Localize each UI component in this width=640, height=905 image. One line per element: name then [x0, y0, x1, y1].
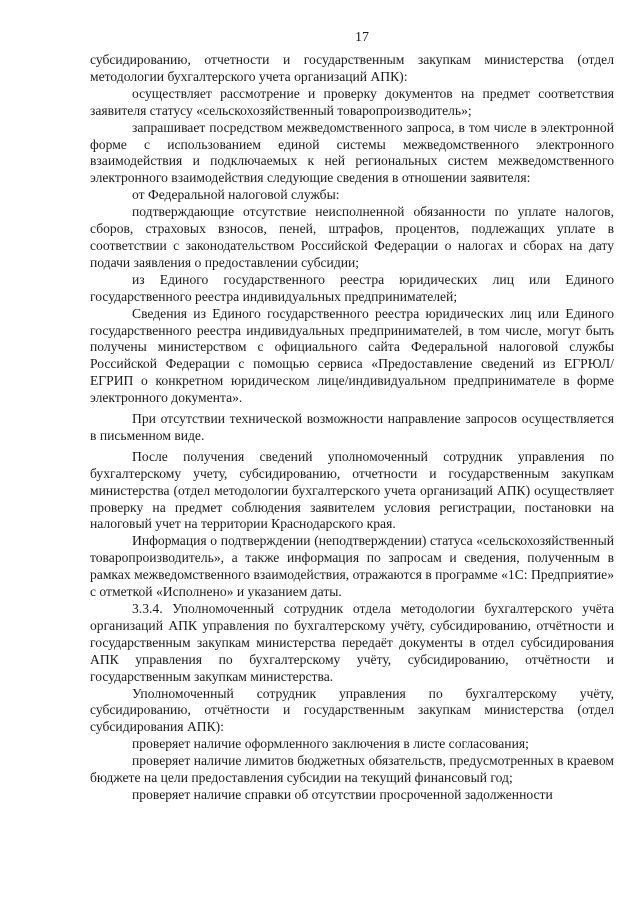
paragraph: проверяет наличие оформленного заключения в листе согласования;	[132, 736, 529, 752]
paragraph: Уполномоченный сотрудник управления по бухгалтерскому учёту, субсидированию, отчётности и государственным закупкам министерства (отдел субсидирования АПК):	[90, 685, 614, 735]
paragraph: 3.3.4. Уполномоченный сотрудник отдела методологии бухгалтерского учёта организаций АПК управления по бухгалтерскому учёту, субсидированию, отчётности и государственным закупкам министерства передаёт документы в отдел субсидирования АПК управления по бухгалтерскому учёту, субсидированию, отчётности и государственным закупкам министерства.	[90, 601, 614, 684]
paragraph: Сведения из Единого государственного реестра юридических лиц или Единого государственного реестра индивидуальных предпринимателей, в том числе, могут быть получены министерством с официального сайта Федеральной налоговой службы Российской Федерации с помощью сервиса «Предоставление сведений из ЕГРЮЛ/ЕГРИП о конкретном юридическом лице/индивидуальном предпринимателе в форме электронного документа».	[90, 305, 614, 406]
paragraph: проверяет наличие справки об отсутствии просроченной задолженности	[132, 786, 553, 802]
document-body	[90, 52, 614, 804]
page-number: 17	[355, 30, 369, 45]
paragraph: от Федеральной налоговой службы:	[132, 187, 340, 203]
paragraph: проверяет наличие лимитов бюджетных обязательств, предусмотренных в краевом бюджете на цели предоставления субсидии на текущий финансовый год;	[90, 753, 614, 786]
paragraph: При отсутствии технической возможности направление запросов осуществляется в письменном виде.	[90, 411, 614, 443]
paragraph: осуществляет рассмотрение и проверку документов на предмет соответствия заявителя статусу «сельскохозяйственный товаропроизводитель»;	[90, 85, 614, 118]
paragraph: субсидированию, отчетности и государственным закупкам министерства (отдел методологии бухгалтерского учета организаций АПК):	[90, 52, 614, 84]
paragraph: Информация о подтверждении (неподтверждении) статуса «сельскохозяйственный товаропроизводитель», а также информация по запросам и сведения, полученным в рамках межведомственного взаимодействия, отражаются в программе «1С: Предприятие» с отметкой «Исполнено» и указанием даты.	[90, 533, 614, 600]
paragraph: из Единого государственного реестра юридических лиц или Единого государственного реестра индивидуальных предпринимателей;	[90, 271, 614, 304]
paragraph: запрашивает посредством межведомственного запроса, в том числе в электронной форме с использованием единой системы межведомственного электронного взаимодействия и подключаемых к ней региональных систем межведомственного электронного взаимодействия следующие сведения в отношении заявителя:	[90, 119, 614, 186]
paragraph: После получения сведений уполномоченный сотрудник управления по бухгалтерскому учету, субсидированию, отчетности и государственным закупкам министерства (отдел методологии бухгалтерского учета организаций АПК) осуществляет проверку на предмет соблюдения заявителем условия регистрации, постановки на налоговый учет на территории Краснодарского края.	[90, 448, 614, 532]
paragraph: подтверждающие отсутствие неисполненной обязанности по уплате налогов, сборов, страховых взносов, пеней, штрафов, процентов, подлежащих уплате в соответствии с законодательством Российской Федерации о налогах и сборах на дату подачи заявления о предоставлении субсидии;	[90, 204, 614, 270]
